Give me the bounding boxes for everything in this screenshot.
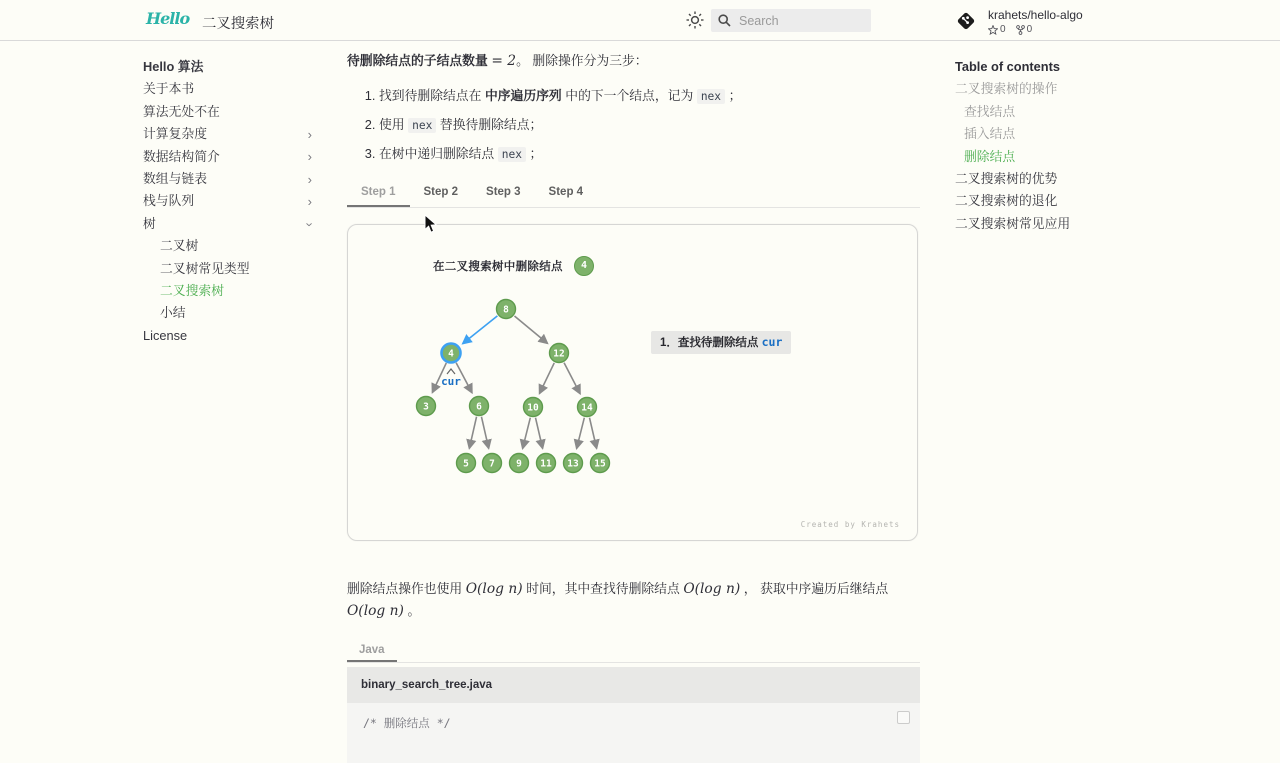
sidebar-item[interactable]	[130, 258, 320, 280]
sidebar-item-label: 算法无处不在	[143, 103, 220, 119]
step-text: ；	[725, 88, 742, 103]
sidebar-item-label: 计算复杂度	[143, 126, 207, 142]
sidebar-item-label: 栈与队列	[143, 193, 195, 209]
inline-code-nex: nex	[498, 147, 526, 162]
step-text: 使用	[379, 117, 409, 132]
sidebar-item[interactable]	[130, 302, 320, 324]
svg-text:15: 15	[594, 458, 606, 470]
step-bold-text: 中序遍历序列	[484, 88, 562, 103]
sidebar-item[interactable]	[130, 78, 320, 100]
page-title-header: 二叉搜索树	[202, 16, 274, 32]
top-app-bar	[0, 0, 1280, 41]
step-text: 替换待删除结点；	[436, 117, 543, 132]
sidebar-item[interactable]	[130, 123, 320, 145]
toc-item[interactable]: 二叉搜索树的操作	[955, 81, 1058, 97]
tab-step-4[interactable]: Step 4	[548, 186, 584, 198]
toc-item[interactable]: 二叉搜索树的退化	[955, 193, 1058, 209]
sidebar-nav	[130, 48, 320, 347]
math-equals-2: = 2	[491, 53, 517, 69]
sidebar-item[interactable]	[130, 190, 320, 212]
code-body	[347, 703, 920, 763]
sidebar-item[interactable]	[130, 213, 320, 235]
inline-code-nex: nex	[697, 89, 725, 104]
tab-step-2[interactable]: Step 2	[423, 186, 459, 198]
search-input[interactable]	[739, 14, 859, 28]
chevron-right-icon[interactable]: ›	[307, 194, 312, 210]
step-text: ；	[525, 146, 543, 161]
sidebar-item-label: Hello 算法	[143, 59, 204, 74]
step-text: 找到待删除结点在	[379, 88, 485, 103]
sidebar-item[interactable]	[130, 168, 320, 190]
tab-java[interactable]: Java	[347, 640, 397, 662]
svg-text:5: 5	[463, 458, 469, 470]
svg-text:cur: cur	[441, 375, 461, 388]
search-box[interactable]	[711, 9, 871, 32]
sidebar-item-label: 小结	[160, 305, 186, 321]
figure-title: 在二叉搜索树中删除结点	[433, 261, 563, 273]
toc-item[interactable]: 删除结点	[964, 148, 1016, 164]
star-count: 0	[1000, 24, 1006, 35]
step-tabs	[347, 178, 920, 208]
svg-text:7: 7	[489, 458, 495, 470]
caption-text: 1．查找待删除结点	[660, 337, 762, 349]
theme-toggle-button[interactable]	[685, 10, 705, 30]
sidebar-item-label: 关于本书	[143, 81, 195, 97]
sidebar-item[interactable]	[130, 56, 320, 78]
chevron-right-icon[interactable]: ›	[307, 171, 312, 187]
toc-item[interactable]: 插入结点	[964, 126, 1016, 142]
complexity-paragraph	[347, 578, 920, 622]
sidebar-item-label: 数组与链表	[143, 171, 207, 187]
deletion-steps-list	[365, 86, 741, 173]
repo-facts	[988, 24, 1083, 35]
caption-cur-code: cur	[761, 335, 783, 349]
big-o-notation: O(log n)	[683, 581, 741, 597]
sidebar-item[interactable]	[130, 101, 320, 123]
code-first-line: /* 删除结点 */	[363, 716, 451, 730]
chevron-right-icon[interactable]: ›	[307, 126, 312, 142]
big-o-notation: O(log n)	[465, 581, 523, 597]
toc-title: Table of contents	[955, 59, 1060, 74]
chevron-right-icon[interactable]: ›	[307, 149, 312, 165]
repo-link[interactable]	[954, 8, 1083, 35]
fork-icon	[1016, 25, 1025, 35]
table-of-contents	[955, 48, 1170, 235]
language-tabs	[347, 640, 920, 663]
site-logo[interactable]: Hello	[146, 9, 190, 28]
step-text: 在树中递归删除结点	[379, 146, 498, 161]
repo-name: krahets/hello-algo	[988, 8, 1083, 22]
p2-text: 删除结点操作也使用	[347, 581, 466, 596]
svg-text:8: 8	[503, 304, 509, 316]
svg-text:11: 11	[540, 458, 552, 470]
p2-text: ， 获取中序遍历后继结点	[740, 581, 889, 596]
deletion-step	[379, 115, 741, 136]
sidebar-item[interactable]	[130, 235, 320, 257]
deletion-step	[379, 144, 741, 165]
tab-step-3[interactable]: Step 3	[486, 186, 521, 198]
fork-count: 0	[1026, 24, 1033, 35]
sidebar-item-label: 二叉搜索树	[160, 283, 224, 299]
sidebar-item-label: License	[143, 327, 188, 343]
big-o-notation: O(log n)	[347, 603, 404, 619]
sidebar-item-label: 树	[143, 215, 156, 231]
toc-item[interactable]: 二叉搜索树常见应用	[955, 215, 1071, 231]
svg-text:10: 10	[527, 402, 539, 414]
code-filename: binary_search_tree.java	[347, 667, 920, 703]
svg-text:6: 6	[476, 401, 482, 413]
figure-step-caption	[651, 331, 791, 354]
figure-title-node-badge: 4	[574, 256, 594, 276]
sidebar-item[interactable]	[130, 280, 320, 302]
svg-text:14: 14	[581, 402, 593, 414]
git-logo-icon	[954, 9, 978, 33]
toc-item[interactable]: 查找结点	[964, 103, 1016, 119]
svg-text:3: 3	[423, 401, 429, 413]
star-icon	[988, 25, 998, 35]
bst-delete-figure	[347, 224, 918, 541]
step-text: 中的下一个结点，记为	[561, 88, 697, 103]
figure-credit: Created by Krahets	[800, 520, 900, 529]
svg-text:9: 9	[516, 458, 522, 470]
deletion-step	[379, 86, 741, 107]
p2-text: 时间，其中查找待删除结点	[522, 581, 684, 596]
sidebar-item[interactable]	[130, 146, 320, 168]
intro-rest-text: 。 删除操作分为三步：	[516, 53, 648, 68]
sidebar-item-label: 二叉树常见类型	[160, 260, 250, 276]
inline-code-nex: nex	[408, 118, 436, 133]
code-block	[347, 667, 920, 763]
p2-text: 。	[403, 603, 421, 618]
main-content	[347, 48, 920, 730]
sidebar-item-label: 二叉树	[160, 238, 199, 254]
sidebar-item-label: 数据结构简介	[143, 148, 220, 164]
intro-bold-text: 待删除结点的子结点数量	[347, 53, 488, 68]
mouse-cursor	[424, 214, 438, 234]
svg-text:13: 13	[567, 458, 579, 470]
svg-text:12: 12	[553, 348, 565, 360]
chevron-down-icon[interactable]: ›	[302, 221, 318, 227]
sun-icon	[685, 10, 705, 30]
sidebar-item[interactable]	[130, 325, 320, 347]
tab-step-1[interactable]: Step 1	[347, 178, 410, 207]
svg-text:4: 4	[448, 348, 454, 360]
copy-code-button[interactable]	[897, 711, 910, 724]
intro-paragraph	[347, 51, 648, 71]
toc-item[interactable]: 二叉搜索树的优势	[955, 171, 1058, 187]
search-icon	[718, 14, 731, 27]
